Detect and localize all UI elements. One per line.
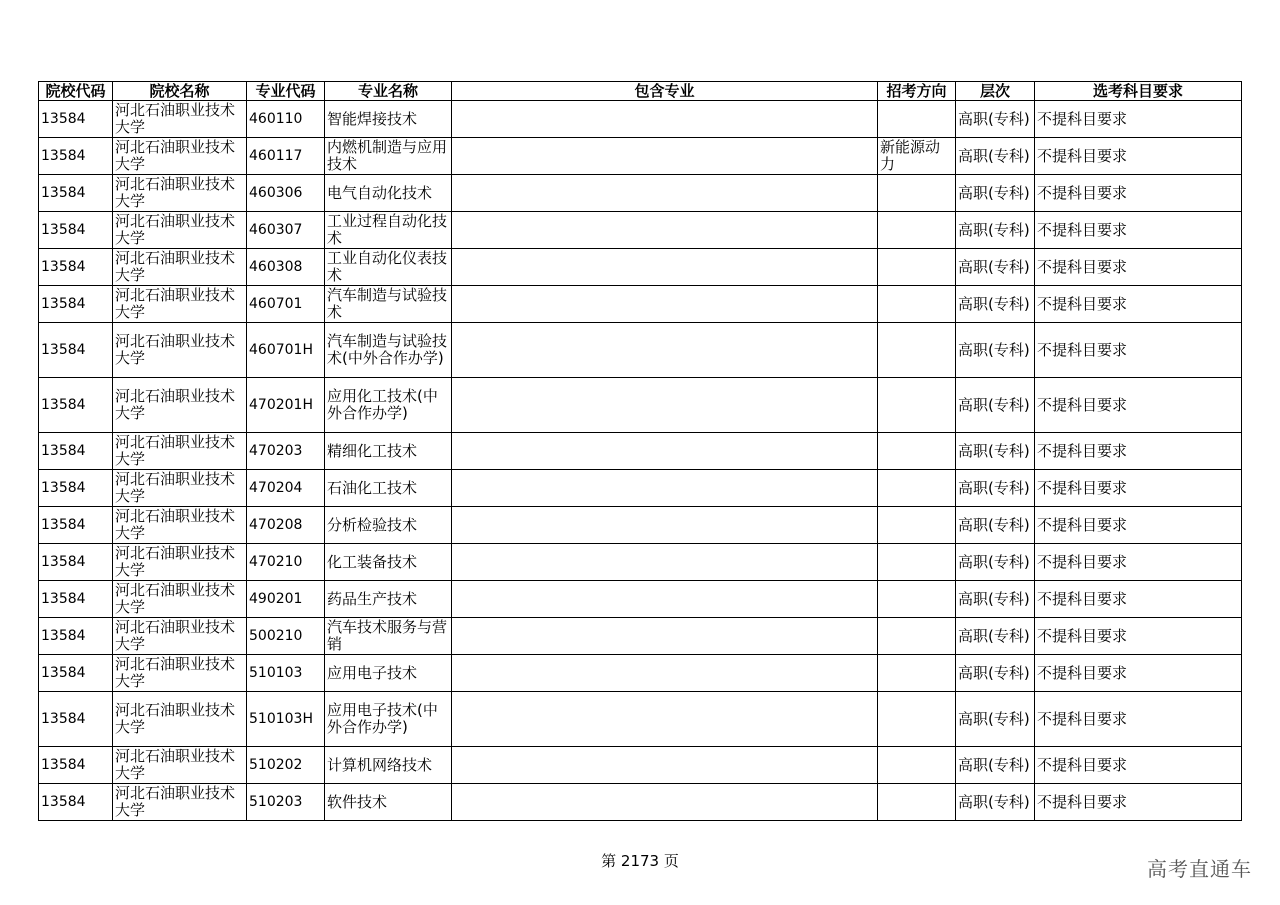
cell-major-code: 490201 bbox=[247, 581, 325, 618]
cell-school-name: 河北石油职业技术大学 bbox=[113, 784, 247, 821]
cell-major-code: 470204 bbox=[247, 470, 325, 507]
cell-direction bbox=[878, 747, 956, 784]
header-row bbox=[39, 82, 1242, 101]
cell-included-majors bbox=[452, 249, 878, 286]
cell-included-majors bbox=[452, 747, 878, 784]
cell-level: 高职(专科) bbox=[956, 544, 1035, 581]
cell-school-code: 13584 bbox=[39, 249, 113, 286]
cell-school-code: 13584 bbox=[39, 544, 113, 581]
cell-school-name: 河北石油职业技术大学 bbox=[113, 433, 247, 470]
cell-level: 高职(专科) bbox=[956, 249, 1035, 286]
cell-major-name: 内燃机制造与应用技术 bbox=[325, 138, 452, 175]
cell-included-majors bbox=[452, 138, 878, 175]
cell-major-name: 药品生产技术 bbox=[325, 581, 452, 618]
cell-major-code: 470203 bbox=[247, 433, 325, 470]
cell-school-name: 河北石油职业技术大学 bbox=[113, 323, 247, 378]
cell-major-code: 460307 bbox=[247, 212, 325, 249]
cell-school-code: 13584 bbox=[39, 101, 113, 138]
cell-subject-requirement: 不提科目要求 bbox=[1035, 101, 1242, 138]
cell-included-majors bbox=[452, 655, 878, 692]
cell-school-name: 河北石油职业技术大学 bbox=[113, 692, 247, 747]
cell-subject-requirement: 不提科目要求 bbox=[1035, 544, 1242, 581]
cell-major-name: 工业过程自动化技术 bbox=[325, 212, 452, 249]
cell-school-code: 13584 bbox=[39, 618, 113, 655]
cell-direction bbox=[878, 784, 956, 821]
table-row bbox=[39, 507, 1242, 544]
cell-direction bbox=[878, 378, 956, 433]
cell-school-code: 13584 bbox=[39, 175, 113, 212]
header-school-name: 院校名称 bbox=[113, 82, 247, 101]
cell-direction bbox=[878, 175, 956, 212]
cell-level: 高职(专科) bbox=[956, 655, 1035, 692]
table-row bbox=[39, 286, 1242, 323]
cell-major-code: 510203 bbox=[247, 784, 325, 821]
cell-level: 高职(专科) bbox=[956, 433, 1035, 470]
cell-subject-requirement: 不提科目要求 bbox=[1035, 249, 1242, 286]
table-body bbox=[39, 101, 1242, 821]
header-school-code: 院校代码 bbox=[39, 82, 113, 101]
table-row bbox=[39, 138, 1242, 175]
watermark: 高考直通车 bbox=[1147, 857, 1252, 881]
cell-direction bbox=[878, 286, 956, 323]
cell-subject-requirement: 不提科目要求 bbox=[1035, 655, 1242, 692]
cell-major-code: 460110 bbox=[247, 101, 325, 138]
cell-school-code: 13584 bbox=[39, 784, 113, 821]
cell-school-code: 13584 bbox=[39, 212, 113, 249]
cell-major-code: 470208 bbox=[247, 507, 325, 544]
table-row bbox=[39, 212, 1242, 249]
table-row bbox=[39, 692, 1242, 747]
cell-level: 高职(专科) bbox=[956, 138, 1035, 175]
cell-direction bbox=[878, 323, 956, 378]
cell-subject-requirement: 不提科目要求 bbox=[1035, 323, 1242, 378]
cell-level: 高职(专科) bbox=[956, 618, 1035, 655]
cell-major-code: 510202 bbox=[247, 747, 325, 784]
cell-school-code: 13584 bbox=[39, 323, 113, 378]
table-row bbox=[39, 249, 1242, 286]
cell-school-code: 13584 bbox=[39, 747, 113, 784]
cell-subject-requirement: 不提科目要求 bbox=[1035, 433, 1242, 470]
cell-level: 高职(专科) bbox=[956, 323, 1035, 378]
cell-direction bbox=[878, 618, 956, 655]
cell-included-majors bbox=[452, 323, 878, 378]
cell-school-code: 13584 bbox=[39, 286, 113, 323]
table-row bbox=[39, 544, 1242, 581]
table-row bbox=[39, 175, 1242, 212]
cell-direction bbox=[878, 581, 956, 618]
cell-major-code: 460701H bbox=[247, 323, 325, 378]
cell-included-majors bbox=[452, 544, 878, 581]
cell-direction bbox=[878, 433, 956, 470]
cell-major-code: 460117 bbox=[247, 138, 325, 175]
cell-school-name: 河北石油职业技术大学 bbox=[113, 544, 247, 581]
header-direction: 招考方向 bbox=[878, 82, 956, 101]
table-row bbox=[39, 747, 1242, 784]
cell-included-majors bbox=[452, 101, 878, 138]
table-row bbox=[39, 323, 1242, 378]
cell-included-majors bbox=[452, 581, 878, 618]
cell-direction bbox=[878, 507, 956, 544]
cell-direction bbox=[878, 692, 956, 747]
cell-included-majors bbox=[452, 618, 878, 655]
cell-school-code: 13584 bbox=[39, 138, 113, 175]
cell-major-name: 汽车技术服务与营销 bbox=[325, 618, 452, 655]
cell-level: 高职(专科) bbox=[956, 581, 1035, 618]
cell-direction bbox=[878, 249, 956, 286]
table-row bbox=[39, 655, 1242, 692]
cell-included-majors bbox=[452, 470, 878, 507]
cell-school-name: 河北石油职业技术大学 bbox=[113, 378, 247, 433]
cell-major-name: 汽车制造与试验技术(中外合作办学) bbox=[325, 323, 452, 378]
cell-direction bbox=[878, 212, 956, 249]
cell-subject-requirement: 不提科目要求 bbox=[1035, 470, 1242, 507]
table-row bbox=[39, 433, 1242, 470]
cell-school-code: 13584 bbox=[39, 433, 113, 470]
cell-included-majors bbox=[452, 212, 878, 249]
table-row bbox=[39, 581, 1242, 618]
cell-major-name: 电气自动化技术 bbox=[325, 175, 452, 212]
cell-school-name: 河北石油职业技术大学 bbox=[113, 507, 247, 544]
cell-school-name: 河北石油职业技术大学 bbox=[113, 618, 247, 655]
cell-major-code: 460306 bbox=[247, 175, 325, 212]
table-row bbox=[39, 378, 1242, 433]
cell-subject-requirement: 不提科目要求 bbox=[1035, 286, 1242, 323]
cell-included-majors bbox=[452, 286, 878, 323]
cell-major-name: 智能焊接技术 bbox=[325, 101, 452, 138]
cell-school-code: 13584 bbox=[39, 507, 113, 544]
cell-school-name: 河北石油职业技术大学 bbox=[113, 212, 247, 249]
cell-school-name: 河北石油职业技术大学 bbox=[113, 581, 247, 618]
cell-level: 高职(专科) bbox=[956, 175, 1035, 212]
cell-included-majors bbox=[452, 784, 878, 821]
cell-major-name: 汽车制造与试验技术 bbox=[325, 286, 452, 323]
cell-major-code: 510103 bbox=[247, 655, 325, 692]
cell-level: 高职(专科) bbox=[956, 286, 1035, 323]
cell-school-code: 13584 bbox=[39, 692, 113, 747]
cell-level: 高职(专科) bbox=[956, 692, 1035, 747]
table-row bbox=[39, 101, 1242, 138]
table-row bbox=[39, 618, 1242, 655]
cell-school-name: 河北石油职业技术大学 bbox=[113, 249, 247, 286]
cell-major-name: 应用电子技术 bbox=[325, 655, 452, 692]
cell-level: 高职(专科) bbox=[956, 378, 1035, 433]
cell-school-code: 13584 bbox=[39, 470, 113, 507]
cell-included-majors bbox=[452, 507, 878, 544]
cell-direction bbox=[878, 470, 956, 507]
cell-major-name: 应用化工技术(中外合作办学) bbox=[325, 378, 452, 433]
cell-major-name: 工业自动化仪表技术 bbox=[325, 249, 452, 286]
cell-included-majors bbox=[452, 378, 878, 433]
cell-major-code: 500210 bbox=[247, 618, 325, 655]
cell-subject-requirement: 不提科目要求 bbox=[1035, 618, 1242, 655]
header-included-majors: 包含专业 bbox=[452, 82, 878, 101]
cell-level: 高职(专科) bbox=[956, 470, 1035, 507]
cell-included-majors bbox=[452, 433, 878, 470]
cell-level: 高职(专科) bbox=[956, 747, 1035, 784]
cell-school-code: 13584 bbox=[39, 581, 113, 618]
cell-major-name: 化工装备技术 bbox=[325, 544, 452, 581]
cell-subject-requirement: 不提科目要求 bbox=[1035, 784, 1242, 821]
header-major-name: 专业名称 bbox=[325, 82, 452, 101]
cell-subject-requirement: 不提科目要求 bbox=[1035, 507, 1242, 544]
cell-major-name: 分析检验技术 bbox=[325, 507, 452, 544]
cell-school-name: 河北石油职业技术大学 bbox=[113, 138, 247, 175]
cell-major-code: 470201H bbox=[247, 378, 325, 433]
cell-subject-requirement: 不提科目要求 bbox=[1035, 175, 1242, 212]
cell-direction bbox=[878, 655, 956, 692]
cell-level: 高职(专科) bbox=[956, 507, 1035, 544]
cell-school-name: 河北石油职业技术大学 bbox=[113, 655, 247, 692]
cell-included-majors bbox=[452, 692, 878, 747]
cell-major-name: 计算机网络技术 bbox=[325, 747, 452, 784]
page-number: 第 2173 页 bbox=[601, 852, 679, 870]
cell-major-name: 软件技术 bbox=[325, 784, 452, 821]
table-row bbox=[39, 784, 1242, 821]
table-row bbox=[39, 470, 1242, 507]
cell-major-code: 470210 bbox=[247, 544, 325, 581]
cell-subject-requirement: 不提科目要求 bbox=[1035, 138, 1242, 175]
cell-school-name: 河北石油职业技术大学 bbox=[113, 101, 247, 138]
cell-major-name: 精细化工技术 bbox=[325, 433, 452, 470]
cell-major-code: 510103H bbox=[247, 692, 325, 747]
cell-included-majors bbox=[452, 175, 878, 212]
cell-major-name: 石油化工技术 bbox=[325, 470, 452, 507]
cell-school-code: 13584 bbox=[39, 655, 113, 692]
header-subject-requirement: 选考科目要求 bbox=[1035, 82, 1242, 101]
cell-subject-requirement: 不提科目要求 bbox=[1035, 692, 1242, 747]
cell-school-name: 河北石油职业技术大学 bbox=[113, 175, 247, 212]
cell-subject-requirement: 不提科目要求 bbox=[1035, 581, 1242, 618]
cell-school-name: 河北石油职业技术大学 bbox=[113, 286, 247, 323]
cell-level: 高职(专科) bbox=[956, 101, 1035, 138]
header-level: 层次 bbox=[956, 82, 1035, 101]
header-major-code: 专业代码 bbox=[247, 82, 325, 101]
cell-school-name: 河北石油职业技术大学 bbox=[113, 470, 247, 507]
cell-major-code: 460308 bbox=[247, 249, 325, 286]
cell-subject-requirement: 不提科目要求 bbox=[1035, 212, 1242, 249]
cell-level: 高职(专科) bbox=[956, 784, 1035, 821]
cell-major-code: 460701 bbox=[247, 286, 325, 323]
cell-major-name: 应用电子技术(中外合作办学) bbox=[325, 692, 452, 747]
cell-direction bbox=[878, 544, 956, 581]
cell-direction bbox=[878, 101, 956, 138]
cell-school-code: 13584 bbox=[39, 378, 113, 433]
admissions-table bbox=[38, 81, 1242, 821]
cell-subject-requirement: 不提科目要求 bbox=[1035, 747, 1242, 784]
cell-subject-requirement: 不提科目要求 bbox=[1035, 378, 1242, 433]
cell-direction: 新能源动力 bbox=[878, 138, 956, 175]
cell-level: 高职(专科) bbox=[956, 212, 1035, 249]
cell-school-name: 河北石油职业技术大学 bbox=[113, 747, 247, 784]
